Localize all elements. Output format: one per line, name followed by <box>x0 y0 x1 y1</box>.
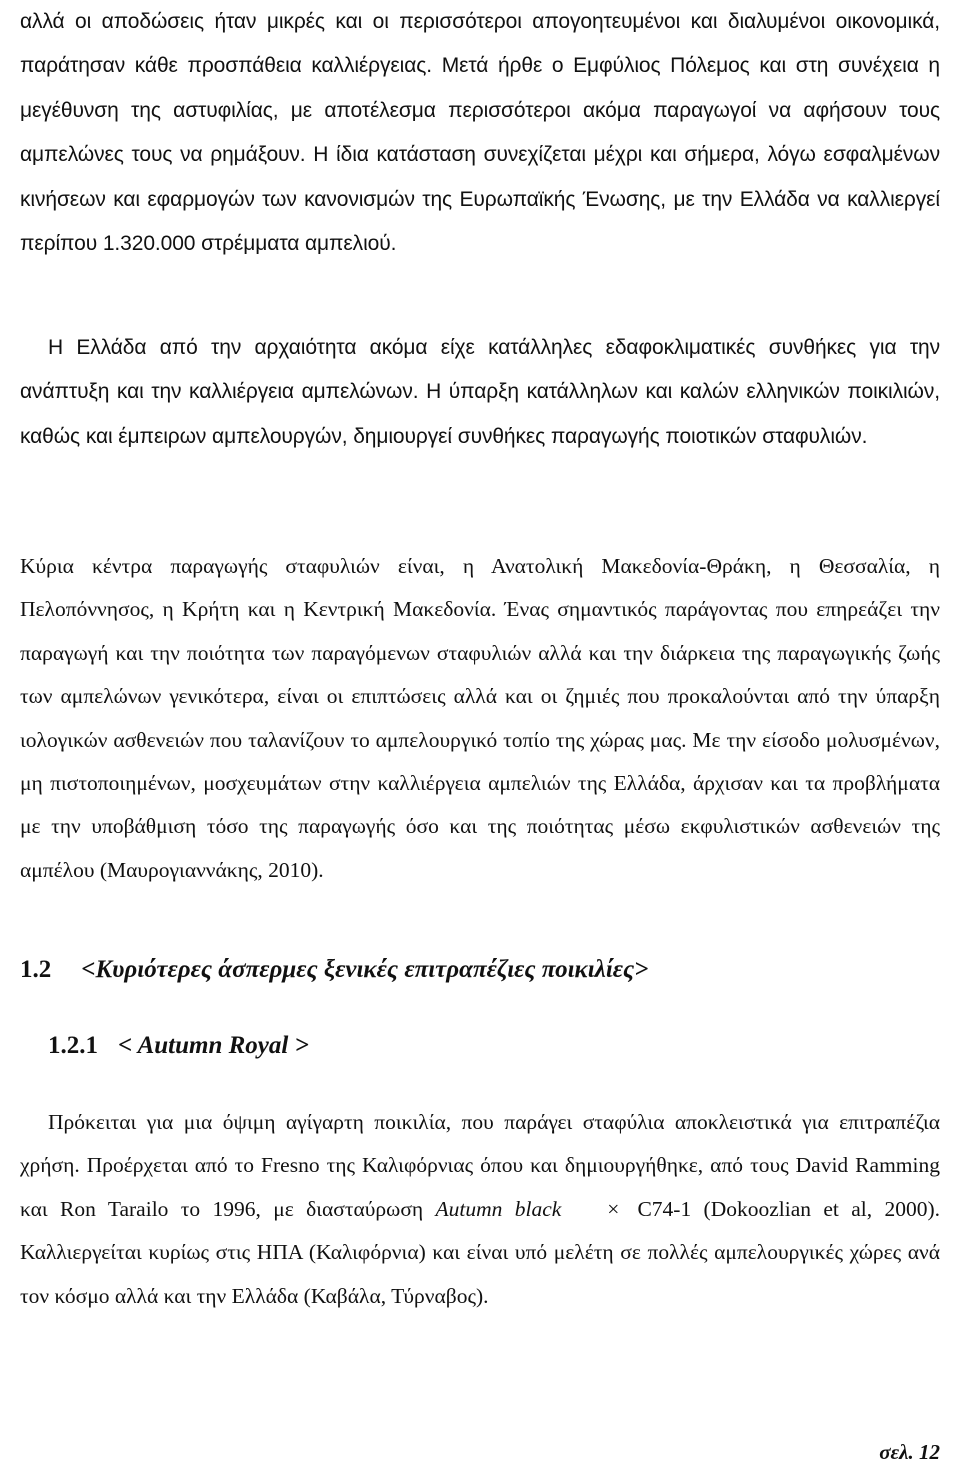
page-number: σελ. 12 <box>879 1440 940 1464</box>
paragraph-greek-conditions: Η Ελλάδα από την αρχαιότητα ακόμα είχε κατάλληλες εδαφοκλιματικές συνθήκες για την ανάπτυξη και την καλλιέργεια αμπελώνων. Η ύπαρξη κατάλληλων και καλών ελληνικών ποικιλιών, καθώς και έμπειρων αμπελουργών, δημιουργεί συνθήκες παραγωγής ποιοτικών σταφυλιών. <box>20 336 940 448</box>
cross-symbol: × <box>607 1196 620 1221</box>
section-heading <box>20 956 648 984</box>
paragraph-history-decline: αλλά οι αποδώσεις ήταν μικρές και οι περισσότεροι απογοητευμένοι και διαλυμένοι οικονομικά, παράτησαν κάθε προσπάθεια καλλιέργειας. Μετά ήρθε ο Εμφύλιος Πόλεμος και στη συνέχεια η μεγέθυνση της αστυφιλίας, με αποτέλεσμα περισσότεροι ακόμα παραγωγοί να αφήσουν τους αμπελώνες τους να ρημάξουν. Η ίδια κατάσταση συνεχίζεται μέχρι και σήμερα, λόγω εσφαλμένων κινήσεων και εφαρμογών των κανονισμών της Ευρωπαϊκής Ένωσης, με την Ελλάδα να καλλιεργεί περίπου 1.320.000 στρέμματα αμπελιού. <box>20 10 940 256</box>
autumn-royal-text-start: Πρόκειται για μια όψιμη αγίγαρτη ποικιλία, που παράγει σταφύλια αποκλειστικά για επιτραπέζια χρήση. Προέρχεται από το Fresno της Καλιφόρνιας όπου και δημιουργήθηκε, από τους David Ramming και Ron Tarailo το 1996, με διασταύρωση <box>20 1110 940 1221</box>
section-number: 1.2 <box>20 956 52 983</box>
paragraph-production-centers: Κύρια κέντρα παραγωγής σταφυλιών είναι, η Ανατολική Μακεδονία-Θράκη, η Θεσσαλία, η Πελοπόννησος, η Κρήτη και η Κεντρική Μακεδονία. Ένας σημαντικός παράγοντας που επηρεάζει την παραγωγή και την ποιότητα των παραγόμενων σταφυλιών αλλά και την διάρκεια της παραγωγικής ζωής των αμπελώνων γενικότερα, είναι οι επιπτώσεις αλλά και οι ζημιές που προκαλούνται από την ύπαρξη ιολογικών ασθενειών που ταλανίζουν το αμπελουργικό τοπίο της χώρας μας. Με την είσοδο μολυσμένων, μη πιστοποιημένων, μοσχευμάτων στην καλλιέργεια αμπελιών της Ελλάδα, άρχισαν και τα προβλήματα με την υποβάθμιση τόσο της παραγωγής όσο και της ποιότητας μέσω εκφυλιστικών ασθενειών της αμπέλου (Μαυρογιαννάκης, 2010). <box>20 554 940 882</box>
section-title: <Κυριότερες άσπερμες ξενικές επιτραπέζιες ποικιλίες> <box>81 956 649 983</box>
cross-parent-name: Autumn black <box>435 1196 562 1221</box>
autumn-royal-text-end: C74-1 (Dokoozlian et al, 2000). Καλλιεργείται κυρίως στις ΗΠΑ (Καλιφόρνια) και είναι υπό μελέτη σε πολλές αμπελουργικές χώρες ανά τον κόσμο αλλά και την Ελλάδα (Καβάλα, Τύρναβος). <box>20 1196 940 1308</box>
subsection-heading <box>48 1032 309 1060</box>
paragraph-autumn-royal <box>20 1101 940 1318</box>
subsection-title: < Autumn Royal > <box>118 1032 309 1059</box>
subsection-number: 1.2.1 <box>48 1032 98 1059</box>
